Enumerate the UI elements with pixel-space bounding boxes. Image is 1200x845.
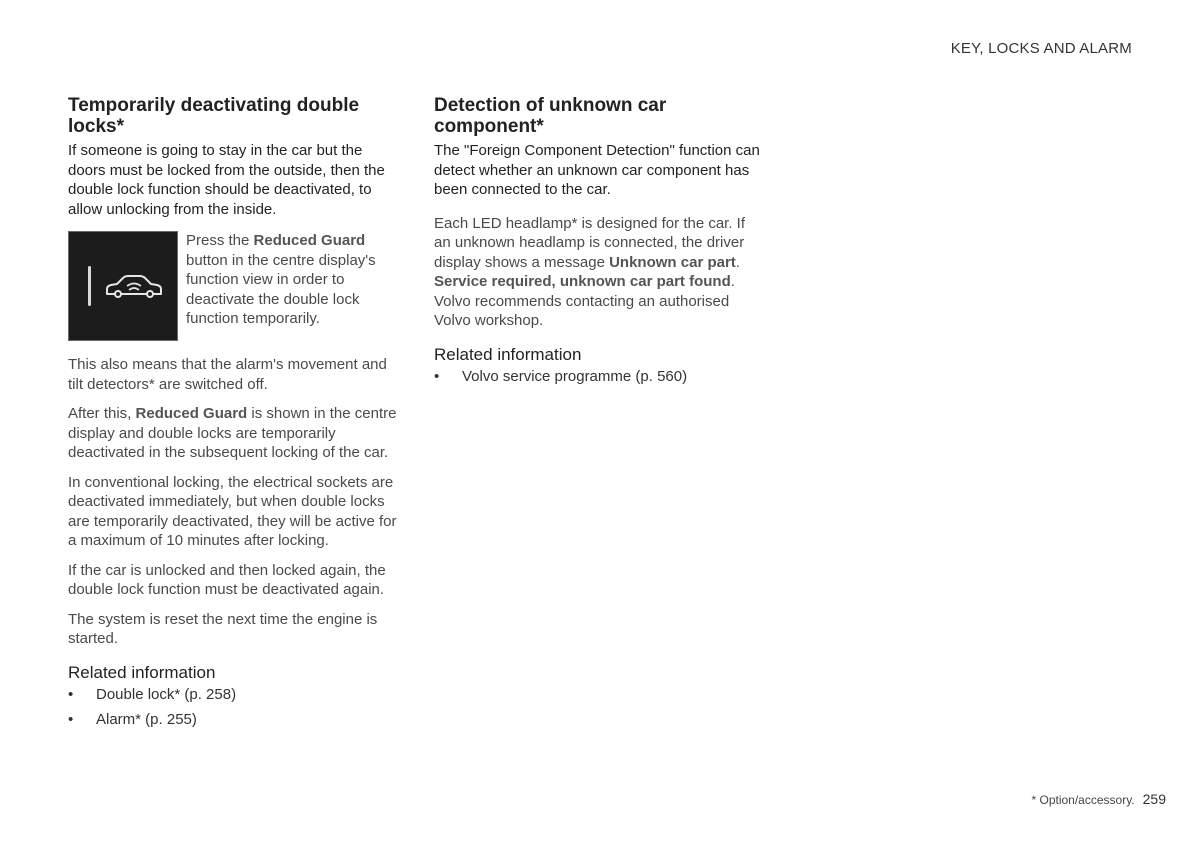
related-heading: Related information	[434, 344, 582, 364]
related-link-double-lock[interactable]: • Double lock* (p. 258)	[68, 685, 237, 703]
bullet-icon: •	[68, 685, 74, 703]
related-link-alarm[interactable]: • Alarm* (p. 255)	[68, 711, 197, 728]
section-title: Detection of unknown car component*	[434, 95, 667, 137]
related-list	[434, 367, 764, 387]
reduced-guard-label: Reduced Guard	[135, 405, 248, 422]
running-header: KEY, LOCKS AND ALARM	[950, 40, 1132, 57]
paragraph-system-reset: The system is reset the next time the engine is started.	[68, 610, 378, 647]
paragraph-after-this: After this, Reduced Guard is shown in the centre display and double locks are temporarily deactivated in the subsequent locking of the car.	[68, 405, 397, 461]
reduced-guard-button-image	[68, 231, 178, 341]
paragraph-unlock-relock: If the car is unlocked and then locked again, the double lock function must be deactivated again.	[68, 561, 386, 598]
related-list	[68, 685, 404, 730]
footnote-option-accessory: * Option/accessory.	[1031, 793, 1135, 807]
paragraph-electrical-sockets: In conventional locking, the electrical sockets are deactivated immediately, but when double locks are temporarily deactivated, they will be active for a maximum of 10 minutes after locking.	[68, 473, 397, 549]
bullet-icon: •	[68, 711, 74, 728]
message-service-required: Service required, unknown car part found	[434, 273, 731, 290]
message-unknown-car-part: Unknown car part	[609, 253, 736, 271]
section-title: Temporarily deactivating double locks*	[68, 95, 360, 137]
left-column	[68, 95, 404, 736]
figure-row	[68, 231, 404, 341]
page-footer	[1031, 791, 1166, 807]
intro-paragraph: The "Foreign Component Detection" function can detect whether an unknown car component has been connected to the car.	[434, 142, 760, 198]
led-indicator	[88, 266, 91, 306]
car-lock-button-icon	[103, 272, 163, 302]
intro-paragraph: If someone is going to stay in the car but the doors must be locked from the outside, then the double lock function should be deactivated, to allow unlocking from the inside.	[68, 142, 385, 218]
paragraph-led-headlamp: Each LED headlamp* is designed for the car. If an unknown headlamp is connected, the driver display shows a message Unknown car part. Service required, unknown car part found. Volvo recommends contacting an authorised Volvo workshop.	[434, 214, 746, 329]
right-column	[434, 95, 764, 392]
paragraph-alarm-detectors: This also means that the alarm's movement and tilt detectors* are switched off.	[68, 356, 387, 393]
figure-caption: Press the Reduced Guard button in the centre display's function view in order to deactivate the double lock function temporarily.	[186, 232, 376, 327]
bullet-icon: •	[434, 367, 440, 385]
page-number: 259	[1142, 791, 1166, 807]
reduced-guard-label: Reduced Guard	[253, 232, 366, 249]
related-heading: Related information	[68, 662, 216, 682]
related-link-service-programme[interactable]: • Volvo service programme (p. 560)	[434, 367, 688, 385]
